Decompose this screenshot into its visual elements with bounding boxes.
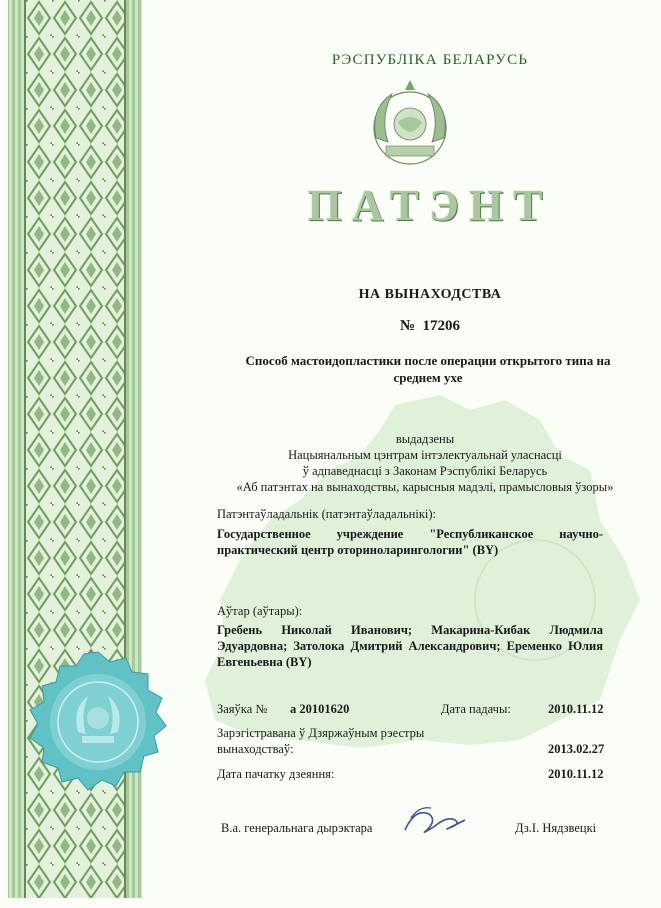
holder-value: Государственное учреждение "Республиканское научно-практический центр оториноларингологии" (BY): [217, 527, 603, 557]
document-subtitle: НА ВЫНАХОДСТВА: [358, 287, 502, 302]
registration-label-line1: Зарэгістравана ў Дзяржаўным рэестры: [217, 726, 425, 740]
invention-title-line1: Способ мастоидопластики после операции открытого типа на: [245, 353, 611, 368]
number-sign: №: [399, 318, 416, 334]
registration-date: 2013.02.27: [548, 742, 605, 756]
filing-date-label: Дата падачы:: [441, 702, 511, 716]
authors-label: Аўтар (аўтары):: [217, 604, 303, 618]
emblem-icon: [374, 80, 446, 164]
signatory-name: Дз.І. Нядзвецкі: [515, 821, 597, 835]
validity-date: 2010.11.12: [548, 767, 604, 781]
country-name: РЭСПУБЛІКА БЕЛАРУСЬ: [331, 52, 529, 68]
patent-number: [230, 318, 630, 335]
document-title: ПАТЭНТ: [307, 181, 553, 230]
application-label: Заяўка №: [217, 702, 268, 716]
signature-icon: [405, 808, 465, 833]
issuer-law: ў адпаведнасці з Законам Рэспублікі Беларусь: [302, 464, 548, 478]
holder-label: Патэнтаўладальнік (патэнтаўладальнікі):: [217, 507, 437, 521]
issuer-name: Нацыянальным цэнтрам інтэлектуальнай уласнасці: [288, 448, 562, 462]
registration-label-line2: вынаходстваў:: [217, 742, 294, 756]
invention-title-line2: среднем ухе: [393, 370, 463, 385]
signatory-position: В.а. генеральнага дырэктара: [221, 821, 373, 835]
invention-title: [228, 352, 628, 386]
filing-date: 2010.11.12: [548, 702, 604, 716]
issuer-law-title: «Аб патэнтах на вынаходствы, карысныя мадэлі, прамысловыя ўзоры»: [236, 480, 614, 494]
authors-value: Гребень Николай Иванович; Макарина-Кибак Людмила Эдуардовна; Затолока Дмитрий Александрович; Еременко Юлия Евгеньевна (BY): [217, 623, 603, 669]
validity-label: Дата пачатку дзеяння:: [217, 767, 335, 781]
application-number: a 20101620: [290, 702, 350, 716]
issued-label: выдадзены: [395, 432, 455, 446]
number-value: 17206: [422, 318, 461, 334]
